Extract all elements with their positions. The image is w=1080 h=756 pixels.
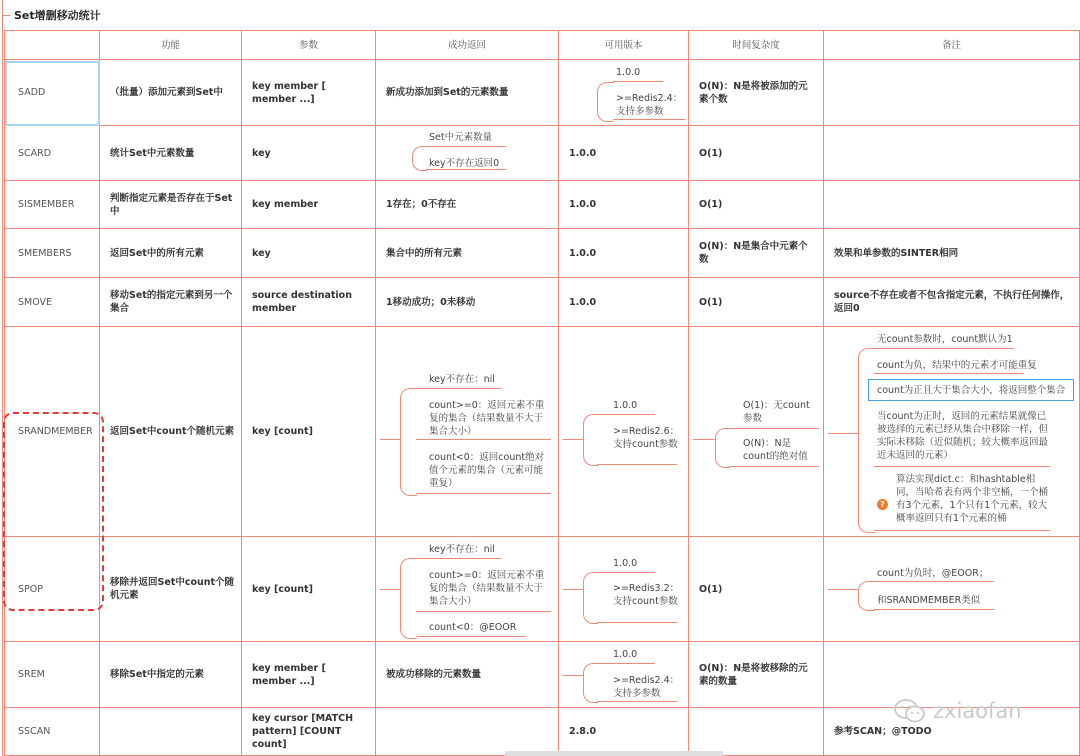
- cell-function: 统计Set中元素数量: [100, 126, 242, 181]
- cell-note: 参考SCAN；@TODO: [824, 708, 1080, 756]
- branch-connector: [563, 589, 583, 590]
- node-underline: [874, 373, 1024, 374]
- cell-complexity: [689, 327, 824, 537]
- node-underline: [729, 428, 819, 429]
- cell-params: key member [ member ...]: [242, 642, 376, 708]
- cell-complexity: [689, 708, 824, 756]
- note-branch-node[interactable]: 和SRANDMEMBER类似: [877, 595, 981, 606]
- cell-params: key [count]: [242, 537, 376, 642]
- row-name-sscan[interactable]: SSCAN: [4, 708, 100, 756]
- version-node[interactable]: 1.0.0: [613, 558, 638, 569]
- row-name-srem[interactable]: SREM: [4, 642, 100, 708]
- cell-version: [559, 642, 689, 708]
- return-branch-node[interactable]: key不存在：nil: [429, 374, 495, 385]
- row-name-sismember[interactable]: SISMEMBER: [4, 181, 100, 229]
- node-underline: [426, 169, 506, 170]
- cell-return: 1存在；0不存在: [376, 181, 559, 229]
- cell-return: 被成功移除的元素数量: [376, 642, 559, 708]
- return-branch-node[interactable]: count<0：返回count绝对值个元素的集合（元素可能重复）: [429, 452, 545, 489]
- return-branch-node[interactable]: count<0：@EOOR: [429, 622, 517, 633]
- node-underline: [597, 701, 677, 702]
- cell-version: [559, 537, 689, 642]
- cell-params: key cursor [MATCH pattern] [COUNT count]: [242, 708, 376, 756]
- node-underline: [416, 493, 551, 494]
- branch-bracket: [715, 428, 730, 468]
- watermark-text: zxiaofan: [933, 699, 1022, 723]
- page-title[interactable]: Set增删移动统计: [14, 9, 101, 22]
- version-node[interactable]: 1.0.0: [613, 400, 638, 411]
- selected-row-frame: [5, 61, 100, 126]
- node-underline: [613, 81, 663, 82]
- cell-note: [824, 537, 1080, 642]
- cell-function: 移除并返回Set中count个随机元素: [100, 537, 242, 642]
- branch-connector: [693, 439, 715, 440]
- node-underline: [416, 636, 526, 637]
- version-node[interactable]: 1.0.0: [616, 67, 641, 78]
- branch-connector: [563, 439, 583, 440]
- return-branch-node[interactable]: key不存在：nil: [429, 544, 495, 555]
- node-underline: [416, 611, 551, 612]
- cell-version: 1.0.0: [559, 278, 689, 327]
- branch-connector: [563, 675, 583, 676]
- row-name-scard[interactable]: SCARD: [4, 126, 100, 181]
- row-name-smembers[interactable]: SMEMBERS: [4, 229, 100, 278]
- note-branch-node[interactable]: count为正且大于集合大小，将返回整个集合: [877, 385, 1066, 396]
- node-underline: [597, 663, 655, 664]
- branch-line: [2, 15, 10, 16]
- node-underline: [613, 119, 685, 120]
- cell-version: [559, 60, 689, 126]
- cell-return: [376, 126, 559, 181]
- cell-return: [376, 708, 559, 756]
- cell-return: 新成功添加到Set的元素数量: [376, 60, 559, 126]
- version-branch-node[interactable]: >=Redis2.4：支持多参数: [616, 93, 683, 117]
- node-underline: [874, 581, 994, 582]
- cell-complexity: O(1): [689, 537, 824, 642]
- header-cell-name: [4, 31, 100, 60]
- cell-note: [824, 181, 1080, 229]
- dashed-selection-frame: [3, 412, 104, 611]
- node-underline: [597, 414, 655, 415]
- note-branch-node[interactable]: 当count为正时，返回的元素结果就像已被选择的元素已经从集合中移除一样，但实际未移除（近似随机；较大概率返回最近未返回的元素）: [877, 411, 1049, 461]
- branch-bracket: [412, 146, 427, 171]
- row-name-sadd[interactable]: SADD: [4, 60, 100, 126]
- row-name-spop[interactable]: SPOP: [4, 537, 100, 642]
- branch-bracket: [400, 558, 417, 639]
- node-underline: [426, 146, 506, 147]
- cell-complexity: O(N)：N是将被添加的元素个数: [689, 60, 824, 126]
- cell-version: 1.0.0: [559, 181, 689, 229]
- cell-return: 1移动成功；0未移动: [376, 278, 559, 327]
- row-name-smove[interactable]: SMOVE: [4, 278, 100, 327]
- version-branch-node[interactable]: >=Redis2.4：支持多参数: [613, 675, 680, 699]
- cell-function: 返回Set中count个随机元素: [100, 327, 242, 537]
- branch-bracket: [858, 348, 875, 533]
- node-underline: [729, 466, 819, 467]
- cell-version: [559, 327, 689, 537]
- header-complexity: 时间复杂度: [689, 31, 824, 60]
- cell-function: 返回Set中的所有元素: [100, 229, 242, 278]
- cell-params: key member: [242, 181, 376, 229]
- cell-note: 效果和单参数的SINTER相同: [824, 229, 1080, 278]
- branch-bracket: [400, 388, 417, 496]
- cell-complexity: O(1): [689, 278, 824, 327]
- branch-connector: [828, 433, 858, 434]
- node-underline: [416, 558, 501, 559]
- cell-complexity: O(1): [689, 181, 824, 229]
- cell-params: key: [242, 229, 376, 278]
- horizontal-scrollbar[interactable]: [505, 751, 723, 756]
- node-underline: [874, 348, 1014, 349]
- note-branch-node[interactable]: count为负，结果中的元素才可能重复: [877, 360, 1037, 371]
- cell-complexity: O(1): [689, 126, 824, 181]
- node-underline: [597, 572, 655, 573]
- return-branch-node[interactable]: count>=0：返回元素不重复的集合（结果数量不大于集合大小）: [429, 570, 545, 607]
- note-branch-node[interactable]: 算法实现dict.c：和hashtable相同，当哈希表有两个非空桶，一个桶有3个元素，1个只有1个元素，较大概率返回只有1个元素的桶: [896, 474, 1049, 524]
- cell-note: source不存在或者不包含指定元素，不执行任何操作，返回0: [824, 278, 1080, 327]
- version-branch-node[interactable]: >=Redis3.2：支持count参数: [613, 583, 680, 607]
- branch-bracket: [583, 572, 598, 624]
- return-branch-node[interactable]: key不存在返回0: [429, 158, 500, 169]
- complexity-branch-node[interactable]: O(N)：N是count的绝对值: [743, 438, 808, 462]
- header-version: 可用版本: [559, 31, 689, 60]
- cell-complexity: O(N)：N是将被移除的元素的数量: [689, 642, 824, 708]
- cell-note: [824, 60, 1080, 126]
- cell-note: [824, 126, 1080, 181]
- node-underline: [874, 609, 994, 610]
- cell-params: key: [242, 126, 376, 181]
- cell-params: key member [ member ...]: [242, 60, 376, 126]
- note-branch-node[interactable]: 无count参数时，count默认为1: [877, 334, 1013, 345]
- cell-version: 1.0.0: [559, 126, 689, 181]
- cell-complexity: O(N)：N是集合中元素个数: [689, 229, 824, 278]
- header-return: 成功返回: [376, 31, 559, 60]
- branch-bracket: [858, 581, 875, 611]
- header-function: 功能: [100, 31, 242, 60]
- header-note: 备注: [824, 31, 1080, 60]
- version-branch-node[interactable]: >=Redis2.6：支持count参数: [613, 426, 680, 450]
- mindmap-title-bar: [0, 0, 1080, 30]
- node-underline: [416, 388, 501, 389]
- branch-connector: [380, 589, 400, 590]
- node-underline: [874, 530, 1050, 531]
- row-name-srandmember[interactable]: SRANDMEMBER: [4, 327, 100, 537]
- cell-version: 1.0.0: [559, 229, 689, 278]
- cell-function: 判断指定元素是否存在于Set中: [100, 181, 242, 229]
- cell-function: 移动Set的指定元素到另一个集合: [100, 278, 242, 327]
- cell-return: 集合中的所有元素: [376, 229, 559, 278]
- note-branch-node[interactable]: count为负时，@EOOR；: [877, 568, 989, 579]
- version-node[interactable]: 1.0.0: [613, 649, 638, 660]
- cell-params: source destination member: [242, 278, 376, 327]
- cell-function: （批量）添加元素到Set中: [100, 60, 242, 126]
- header-params: 参数: [242, 31, 376, 60]
- cell-return: [376, 537, 559, 642]
- complexity-branch-node[interactable]: O(1)：无count参数: [743, 400, 810, 424]
- return-branch-node[interactable]: Set中元素数量: [429, 132, 493, 143]
- branch-connector: [828, 589, 858, 590]
- node-underline: [597, 622, 677, 623]
- node-underline: [597, 464, 677, 465]
- return-branch-node[interactable]: count>=0：返回元素不重复的集合（结果数量不大于集合大小）: [429, 400, 545, 437]
- branch-bracket: [583, 414, 598, 466]
- branch-bracket: [583, 663, 598, 703]
- cell-version: 2.8.0: [559, 708, 689, 756]
- node-underline: [874, 466, 1050, 467]
- wechat-icon: [893, 698, 927, 724]
- cell-params: key [count]: [242, 327, 376, 537]
- cell-note: [824, 327, 1080, 537]
- node-underline: [416, 439, 551, 440]
- watermark: [893, 698, 1022, 724]
- cell-return: [376, 327, 559, 537]
- branch-bracket: [597, 82, 614, 122]
- branch-connector: [380, 439, 400, 440]
- question-icon: ?: [877, 499, 888, 510]
- left-spine: [2, 30, 3, 756]
- cell-function: [100, 708, 242, 756]
- cell-function: 移除Set中指定的元素: [100, 642, 242, 708]
